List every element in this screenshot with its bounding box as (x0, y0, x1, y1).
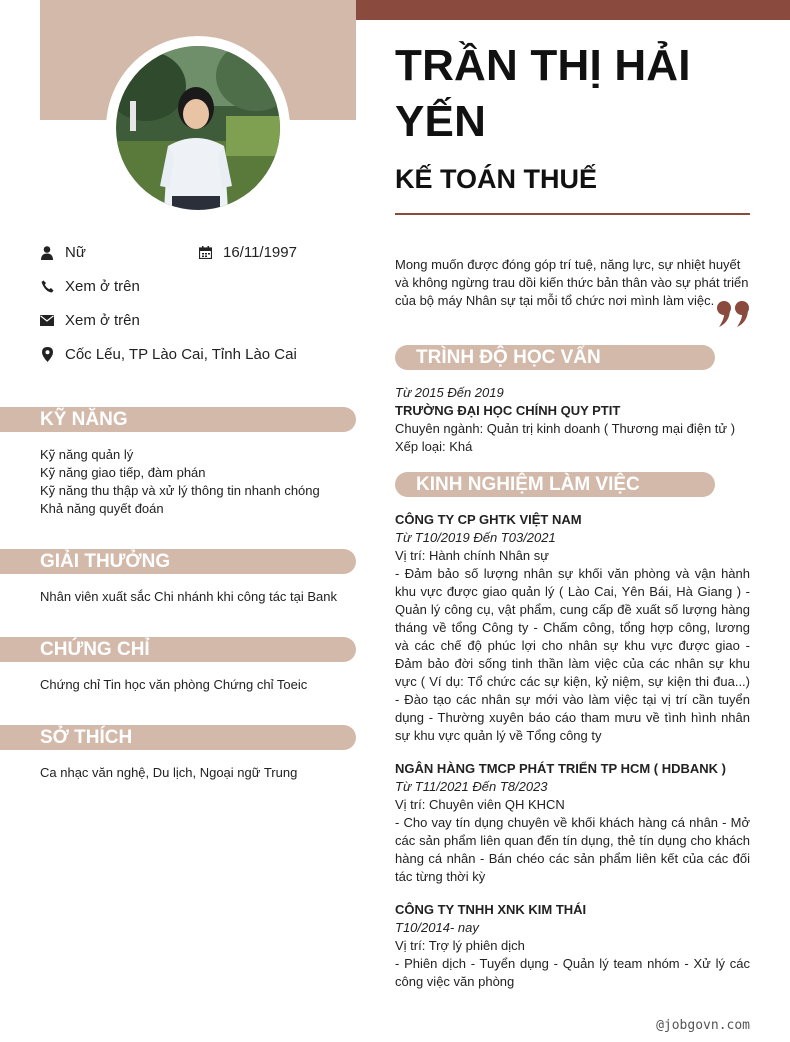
job-period: Từ T10/2019 Đến T03/2021 (395, 530, 556, 545)
company-name: NGÂN HÀNG TMCP PHÁT TRIỂN TP HCM ( HDBANK ) (395, 761, 727, 776)
job-position: Vị trí: Hành chính Nhân sự (395, 548, 549, 563)
hobbies-text: Ca nhạc văn nghệ, Du lịch, Ngoại ngữ Trung (40, 765, 298, 780)
education-major: Chuyên ngành: Quản trị kinh doanh ( Thương mại điện tử ) (395, 421, 736, 436)
experience-entry-3 (395, 901, 750, 991)
job-title: KẾ TOÁN THUẾ (395, 164, 598, 194)
address-row (40, 346, 297, 363)
address-value: Cốc Lếu, TP Lào Cai, Tỉnh Lào Cai (65, 346, 297, 363)
envelope-icon (40, 314, 54, 328)
experience-entry-2 (395, 760, 750, 886)
company-name: CÔNG TY CP GHTK VIỆT NAM (395, 512, 582, 527)
job-period: Từ T11/2021 Đến T8/2023 (395, 779, 548, 794)
phone-row (40, 278, 140, 295)
birthdate-row (198, 244, 297, 261)
education-period: Từ 2015 Đến 2019 (395, 385, 504, 400)
list-item: Kỹ năng giao tiếp, đàm phán (40, 465, 206, 480)
hobbies-heading: SỞ THÍCH (0, 725, 356, 750)
map-pin-icon (40, 348, 54, 362)
job-period: T10/2014- nay (395, 920, 479, 935)
calendar-icon (198, 246, 212, 260)
phone-icon (40, 280, 54, 294)
person-portrait-icon (116, 46, 280, 210)
list-item: Khả năng quyết đoán (40, 501, 164, 516)
career-objective: Mong muốn được đóng góp trí tuệ, năng lực, sự nhiệt huyết và không ngừng trau dồi kiến thức bản thân vào sự phát triển của bộ máy Nhân sự tại mỗi tổ chức nơi mình làm việc. (395, 257, 749, 308)
experience-entry-1 (395, 511, 750, 745)
company-name: CÔNG TY TNHH XNK KIM THÁI (395, 902, 587, 917)
list-item: Kỹ năng thu thập và xử lý thông tin nhanh chóng (40, 483, 320, 498)
list-item: Kỹ năng quản lý (40, 447, 134, 462)
gender-value: Nữ (65, 244, 86, 261)
gender-row (40, 244, 86, 261)
phone-value: Xem ở trên (65, 278, 140, 295)
profile-photo (116, 46, 280, 210)
title-divider (395, 213, 750, 215)
footer-watermark[interactable]: @jobgovn.com (656, 1018, 750, 1033)
top-accent-bar (356, 0, 790, 20)
certificates-heading: CHỨNG CHỈ (0, 637, 356, 662)
skills-list (40, 446, 350, 518)
education-entry (395, 384, 755, 456)
job-description: - Đảm bảo số lượng nhân sự khối văn phòng và vận hành khu vực được giao quản lý ( Lào Cai, Yên Bái, Hà Giang ) - Quản lý công cụ, vật phẩm, cung cấp đề xuất số lượng hàng tháng về tổng Công ty - Chấm công, tổng hợp công, lương và các chế độ phúc lợi cho nhân sự khu vực được giao - Đảm bảo đời sống tinh thần làm việc của các nhân sự khu vực ( Ví dụ: Tổ chức các sự kiện, kỷ niệm, sự kiện thi đua...) - Đào tạo các nhân sự mới vào làm việc tại vị trí cần tuyển dụng - Thường xuyên báo cáo tham mưu về tình hình nhân sự khu vực quản lý về Tổng công ty (395, 566, 750, 743)
awards-text: Nhân viên xuất sắc Chi nhánh khi công tác tại Bank (40, 589, 338, 604)
email-value: Xem ở trên (65, 312, 140, 329)
awards-heading: GIẢI THƯỞNG (0, 549, 356, 574)
job-position: Vị trí: Chuyên viên QH KHCN (395, 797, 565, 812)
job-description: - Cho vay tín dụng chuyên về khối khách hàng cá nhân - Mở các sản phẩm liên quan đến tín dụng, thẻ tín dụng cho khách hàng cá nhân - Bán chéo các sản phẩm liên kết của các đối tác từng thời kỳ (395, 815, 750, 884)
education-heading: TRÌNH ĐỘ HỌC VẤN (395, 345, 715, 370)
experience-heading: KINH NGHIỆM LÀM VIỆC (395, 472, 715, 497)
skills-heading: KỸ NĂNG (0, 407, 356, 432)
email-row (40, 312, 140, 329)
education-school: TRƯỜNG ĐẠI HỌC CHÍNH QUY PTIT (395, 403, 621, 418)
birthdate-value: 16/11/1997 (223, 244, 297, 261)
quote-icon (716, 300, 752, 328)
person-icon (40, 246, 54, 260)
job-position: Vị trí: Trợ lý phiên dịch (395, 938, 525, 953)
job-description: - Phiên dịch - Tuyển dụng - Quản lý team nhóm - Xử lý các công việc văn phòng (395, 956, 750, 989)
candidate-name: TRẦN THỊ HẢI YẾN (395, 41, 691, 146)
education-grade: Xếp loại: Khá (395, 439, 473, 454)
certificates-text: Chứng chỉ Tin học văn phòng Chứng chỉ Toeic (40, 677, 308, 692)
avatar (106, 36, 290, 220)
